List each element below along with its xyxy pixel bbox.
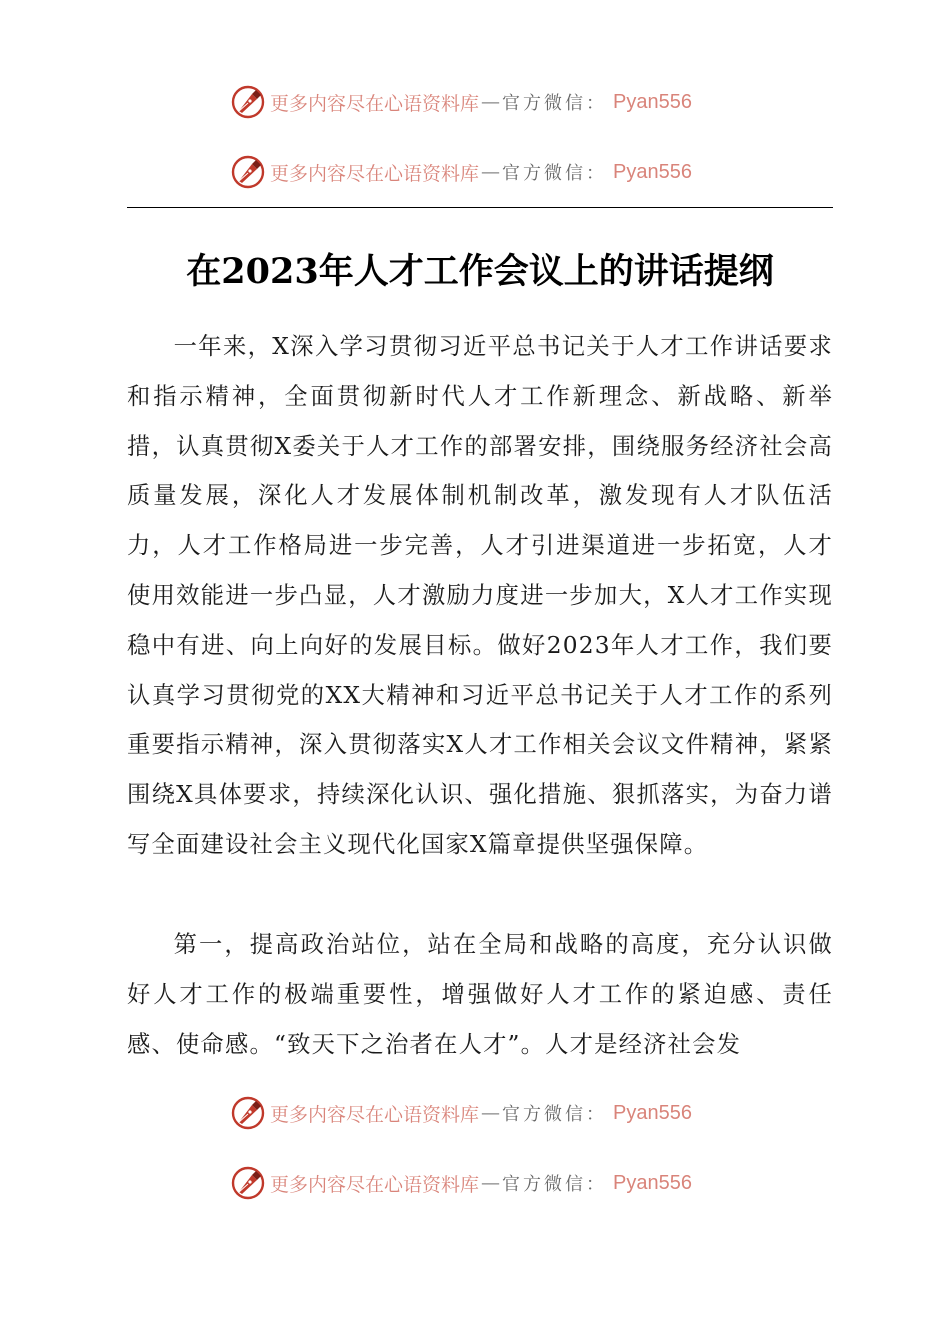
paragraph-2: 第一，提高政治站位，站在全局和战略的高度，充分认识做好人才工作的极端重要性，增强做好人才工作的紧迫感、责任感、使命感。“致天下之治者在人才”。人才是经济社会发 [127,931,833,1058]
pen-nib-logo-icon [230,154,266,190]
pen-nib-logo-icon [230,1165,266,1201]
watermark-brand: 更多内容尽在心语资料库 [270,1103,480,1126]
watermark-wechat-id: Pyan556 [613,1171,692,1194]
pen-nib-logo-icon [230,84,266,120]
watermark-wechat-id: Pyan556 [613,90,692,113]
watermark-brand: 更多内容尽在心语资料库 [270,92,480,115]
watermark-brand: 更多内容尽在心语资料库 [270,1173,480,1196]
watermark-official-label: 官方微信： [502,163,608,184]
watermark-dash: — [481,1172,501,1194]
header-divider [127,207,833,208]
watermark-official-label: 官方微信： [502,1174,608,1195]
paragraph-1: 一年来，X深入学习贯彻习近平总书记关于人才工作讲话要求和指示精神，全面贯彻新时代人才工作新理念、新战略、新举措，认真贯彻X委关于人才工作的部署安排，围绕服务经济社会高质量发展，深化人才发展体制机制改革，激发现有人才队伍活力，人才工作格局进一步完善，人才引进渠道进一步拓宽，人才使用效能进一步凸显，人才激励力度进一步加大，X人才工作实现稳中有进、向上向好的发展目标。做好2023年人才工作，我们要认真学习贯彻党的XX大精神和习近平总书记关于人才工作的系列重要指示精神，深入贯彻落实X人才工作相关会议文件精神，紧紧围绕X具体要求，持续深化认识、强化措施、狠抓落实，为奋力谱写全面建设社会主义现代化国家X篇章提供坚强保障。 [127,333,833,858]
watermark-banner-bottom-2 [230,1163,750,1203]
watermark-banner-bottom-1 [230,1093,750,1133]
watermark-dash: — [481,91,501,113]
watermark-banner-top-1 [230,82,750,122]
watermark-banner-top-2 [230,152,750,192]
watermark-dash: — [481,161,501,183]
document-title: 在2023年人才工作会议上的讲话提纲 [186,251,774,292]
watermark-dash: — [481,1102,501,1124]
watermark-official-label: 官方微信： [502,93,608,114]
watermark-wechat-id: Pyan556 [613,160,692,183]
watermark-wechat-id: Pyan556 [613,1101,692,1124]
pen-nib-logo-icon [230,1095,266,1131]
watermark-brand: 更多内容尽在心语资料库 [270,162,480,185]
watermark-official-label: 官方微信： [502,1104,608,1125]
